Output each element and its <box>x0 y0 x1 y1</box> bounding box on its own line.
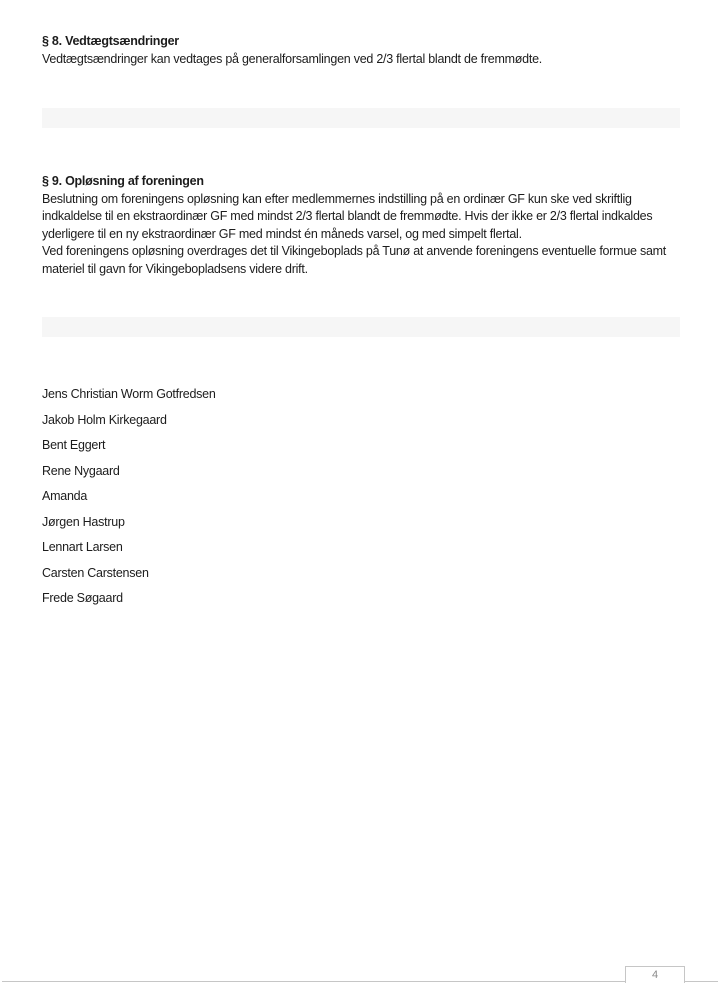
signatories-list <box>42 386 442 616</box>
empty-highlight-bar-1 <box>42 108 680 128</box>
signatory-name: Rene Nygaard <box>42 463 120 478</box>
empty-highlight-bar-2 <box>42 317 680 337</box>
signatory-name: Bent Eggert <box>42 438 106 452</box>
section-9-heading: § 9. Opløsning af foreningen <box>42 174 204 188</box>
section-8 <box>42 33 684 68</box>
signatory-name: Lennart Larsen <box>42 540 123 554</box>
signatory-name: Jens Christian Worm Gotfredsen <box>42 387 216 401</box>
section-9-paragraph-1: Beslutning om foreningens opløsning kan efter medlemmernes indstilling på en ordinær GF kun ske ved skriftlig indkaldelse til en ekstraordinær GF med mindst 2/3 flertal blandt de fremmødte. Hvis der ikke er 2/3 flertal indkaldes yderligere til en ny ekstraordinær GF med mindst én måneds varsel, og med simpelt flertal. <box>42 191 653 241</box>
section-8-paragraph-1: Vedtægtsændringer kan vedtages på generalforsamlingen ved 2/3 flertal blandt de fremmødte. <box>42 51 543 66</box>
footer-rule <box>2 981 718 982</box>
signatory-name: Carsten Carstensen <box>42 565 149 580</box>
signatory-name: Frede Søgaard <box>42 591 123 605</box>
page-number-tab <box>625 966 685 983</box>
section-9-paragraph-2: Ved foreningens opløsning overdrages det til Vikingeboplads på Tunø at anvende foreningens eventuelle formue samt materiel til gavn for Vikingebopladsens videre drift. <box>42 244 667 276</box>
signatory-name: Amanda <box>42 489 88 503</box>
signatory-name: Jørgen Hastrup <box>42 514 125 529</box>
page-number: 4 <box>651 969 659 981</box>
section-8-heading: § 8. Vedtægtsændringer <box>42 34 179 48</box>
signatory-name: Jakob Holm Kirkegaard <box>42 412 167 427</box>
section-9 <box>42 173 684 278</box>
